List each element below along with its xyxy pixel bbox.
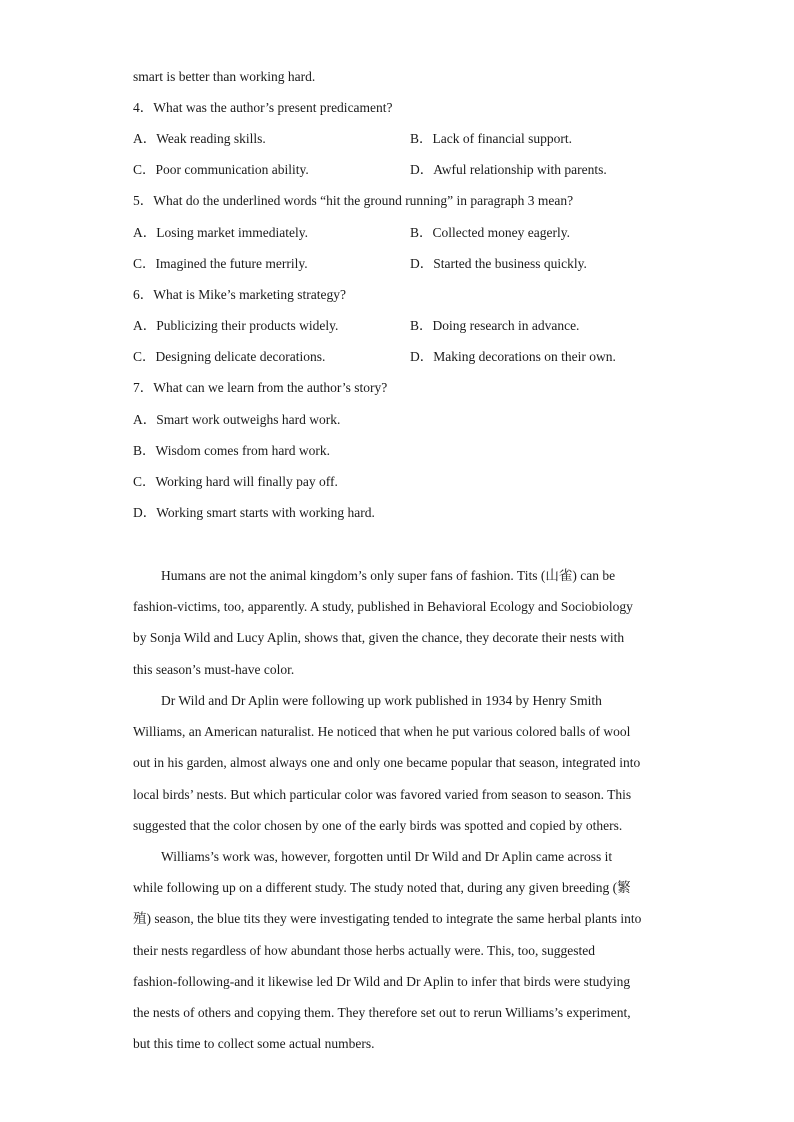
option-a: A．Losing market immediately. [133, 225, 308, 240]
option-d: D．Started the business quickly. [410, 256, 587, 271]
option-a: A．Weak reading skills. [133, 131, 266, 146]
option-c: C．Poor communication ability. [133, 162, 309, 177]
option-d: D．Working smart starts with working hard. [133, 505, 375, 520]
passage-line: while following up on a different study. The study noted that, during any given breeding (繁 [133, 880, 631, 895]
option-d: D．Awful relationship with parents. [410, 162, 607, 177]
question-stem: 4．What was the author’s present predicament? [133, 100, 393, 115]
carryover-text: smart is better than working hard. [133, 69, 316, 84]
passage-line: out in his garden, almost always one and only one became popular that season, integrated into [133, 755, 641, 770]
option-d: D．Making decorations on their own. [410, 349, 616, 364]
question-stem: 6．What is Mike’s marketing strategy? [133, 287, 346, 302]
option-c: C．Imagined the future merrily. [133, 256, 308, 271]
passage-line: Williams’s work was, however, forgotten until Dr Wild and Dr Aplin came across it [161, 849, 613, 864]
option-b: B．Lack of financial support. [410, 131, 572, 146]
option-c: C．Designing delicate decorations. [133, 349, 326, 364]
option-b: B．Collected money eagerly. [410, 225, 570, 240]
passage-line: this season’s must-have color. [133, 662, 295, 677]
option-a: A．Smart work outweighs hard work. [133, 412, 341, 427]
question-stem: 7．What can we learn from the author’s story? [133, 380, 388, 395]
passage-line: the nests of others and copying them. They therefore set out to rerun Williams’s experiment, [133, 1005, 631, 1020]
passage-line: Humans are not the animal kingdom’s only super fans of fashion. Tits (山雀) can be [161, 568, 616, 583]
passage-line: suggested that the color chosen by one of the early birds was spotted and copied by others. [133, 818, 623, 833]
passage-line: by Sonja Wild and Lucy Aplin, shows that, given the chance, they decorate their nests with [133, 630, 625, 645]
passage-line: but this time to collect some actual numbers. [133, 1036, 375, 1051]
passage-line: local birds’ nests. But which particular color was favored varied from season to season. This [133, 787, 632, 802]
option-b: B．Doing research in advance. [410, 318, 580, 333]
option-a: A．Publicizing their products widely. [133, 318, 339, 333]
passage-line: Williams, an American naturalist. He noticed that when he put various colored balls of wool [133, 724, 631, 739]
passage-line: fashion-victims, too, apparently. A study, published in Behavioral Ecology and Sociobiology [133, 599, 633, 614]
passage-line: Dr Wild and Dr Aplin were following up work published in 1934 by Henry Smith [161, 693, 602, 708]
passage-line: fashion-following-and it likewise led Dr Wild and Dr Aplin to infer that birds were studying [133, 974, 631, 989]
question-stem: 5．What do the underlined words “hit the ground running” in paragraph 3 mean? [133, 193, 574, 208]
option-b: B．Wisdom comes from hard work. [133, 443, 331, 458]
passage-line: their nests regardless of how abundant those herbs actually were. This, too, suggested [133, 943, 596, 958]
option-c: C．Working hard will finally pay off. [133, 474, 338, 489]
passage-line: 殖) season, the blue tits they were investigating tended to integrate the same herbal plants into [133, 911, 642, 926]
